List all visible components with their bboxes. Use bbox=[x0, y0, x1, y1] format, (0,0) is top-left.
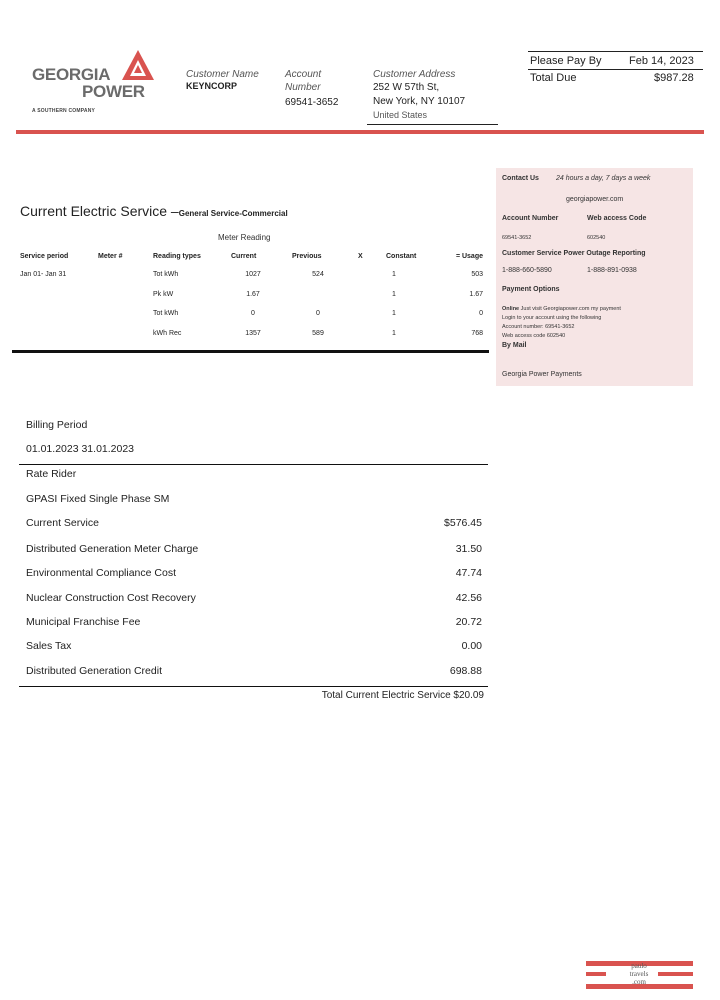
row-0-current: 1027 bbox=[245, 271, 261, 278]
col-current: Current bbox=[231, 253, 257, 260]
contact-us-label: Contact Us bbox=[502, 175, 539, 182]
contact-web-access-label: Web access Code bbox=[587, 215, 647, 222]
stamp-line-2: travels bbox=[629, 970, 649, 978]
rate-rider-label: Rate Rider bbox=[26, 468, 77, 480]
online-text-2: Login to your account using the following bbox=[502, 315, 602, 321]
stamp-text bbox=[614, 962, 664, 986]
customer-name-value: KEYNCORP bbox=[186, 81, 238, 91]
logo-triangle-icon bbox=[120, 48, 156, 84]
pay-by-date: Feb 14, 2023 bbox=[629, 55, 694, 67]
charge-amount-dg-meter: 31.50 bbox=[455, 543, 482, 555]
service-title bbox=[20, 203, 288, 219]
charge-amount-environmental: 47.74 bbox=[455, 567, 482, 579]
row-2-previous: 0 bbox=[316, 310, 320, 317]
row-3-constant: 1 bbox=[392, 330, 396, 337]
row-3-current: 1357 bbox=[245, 330, 261, 337]
logo-line-2: POWER bbox=[82, 82, 145, 101]
row-1-constant: 1 bbox=[392, 291, 396, 298]
mail-to: Georgia Power Payments bbox=[502, 371, 582, 378]
row-0-period: Jan 01- Jan 31 bbox=[20, 271, 67, 278]
charge-amount-current-service: $576.45 bbox=[444, 517, 482, 529]
col-previous: Previous bbox=[292, 253, 322, 260]
company-logo bbox=[30, 52, 160, 122]
service-title-main: Current Electric Service – bbox=[20, 203, 179, 219]
account-label-2: Number bbox=[285, 82, 321, 93]
col-constant: Constant bbox=[386, 253, 417, 260]
billing-period-label: Billing Period bbox=[26, 419, 88, 431]
logo-subline: A SOUTHERN COMPANY bbox=[32, 108, 96, 114]
charge-label-dg-credit: Distributed Generation Credit bbox=[26, 665, 162, 677]
row-3-previous: 589 bbox=[312, 330, 324, 337]
watermark-stamp bbox=[586, 960, 693, 990]
row-0-constant: 1 bbox=[392, 271, 396, 278]
row-3-usage: 768 bbox=[471, 330, 483, 337]
payment-options-label: Payment Options bbox=[502, 286, 560, 293]
row-2-type: Tot kWh bbox=[153, 310, 179, 317]
address-line-3: United States bbox=[373, 110, 428, 120]
stamp-line-1: paulo bbox=[631, 962, 647, 970]
pay-top-rule bbox=[528, 51, 703, 52]
total-due-value: $987.28 bbox=[654, 72, 694, 84]
contact-website[interactable]: georgiapower.com bbox=[566, 196, 624, 203]
online-text-1-body: Just visit Georgiapower.com my payment bbox=[520, 306, 621, 312]
billing-rule-bottom bbox=[19, 686, 488, 687]
charge-label-environmental: Environmental Compliance Cost bbox=[26, 567, 176, 579]
total-current-service: Total Current Electric Service $20.09 bbox=[321, 690, 484, 701]
charge-label-current-service: Current Service bbox=[26, 517, 99, 529]
charge-amount-dg-credit: 698.88 bbox=[449, 665, 482, 677]
col-meter: Meter # bbox=[98, 253, 123, 260]
account-label-1: Account bbox=[285, 69, 322, 80]
charge-label-nuclear: Nuclear Construction Cost Recovery bbox=[26, 592, 196, 604]
billing-period-value: 01.01.2023 31.01.2023 bbox=[26, 443, 135, 455]
charge-label-dg-meter: Distributed Generation Meter Charge bbox=[26, 543, 199, 555]
address-line-2: New York, NY 10107 bbox=[373, 96, 466, 107]
contact-account-number: 69541-3652 bbox=[502, 235, 532, 241]
address-label: Customer Address bbox=[373, 69, 456, 80]
contact-panel bbox=[496, 168, 693, 386]
address-line-1: 252 W 57th St, bbox=[373, 82, 440, 93]
pay-by-label: Please Pay By bbox=[530, 55, 602, 67]
row-2-current: 0 bbox=[251, 310, 255, 317]
row-1-type: Pk kW bbox=[153, 291, 174, 298]
phone-2: 1-888-891-0938 bbox=[587, 267, 637, 274]
col-usage: = Usage bbox=[455, 253, 483, 260]
charge-label-sales-tax: Sales Tax bbox=[26, 640, 72, 652]
meter-table-rule bbox=[12, 350, 489, 353]
row-0-type: Tot kWh bbox=[153, 271, 179, 278]
row-0-usage: 503 bbox=[471, 271, 483, 278]
address-underline bbox=[367, 124, 498, 125]
logo-line-1: GEORGIA bbox=[32, 65, 111, 84]
online-label: Online bbox=[502, 306, 520, 312]
phone-1: 1-888-660-5890 bbox=[502, 267, 552, 274]
row-1-current: 1.67 bbox=[246, 291, 260, 298]
col-service-period: Service period bbox=[20, 253, 69, 260]
by-mail-label: By Mail bbox=[502, 342, 527, 349]
contact-hours: 24 hours a day, 7 days a week bbox=[556, 175, 651, 182]
outage-label: Customer Service Power Outage Reporting bbox=[502, 250, 646, 257]
pay-mid-rule bbox=[528, 69, 703, 70]
contact-web-access-code: 602540 bbox=[587, 235, 606, 241]
row-2-usage: 0 bbox=[479, 310, 483, 317]
contact-account-label: Account Number bbox=[502, 215, 559, 222]
row-3-type: kWh Rec bbox=[153, 330, 182, 337]
charge-label-franchise: Municipal Franchise Fee bbox=[26, 616, 141, 628]
row-0-previous: 524 bbox=[312, 271, 324, 278]
billing-rule-top bbox=[19, 464, 488, 465]
charge-amount-nuclear: 42.56 bbox=[455, 592, 482, 604]
total-due-label: Total Due bbox=[530, 72, 577, 84]
col-reading-types: Reading types bbox=[153, 253, 201, 260]
rate-name: GPASI Fixed Single Phase SM bbox=[26, 493, 170, 505]
charge-amount-sales-tax: 0.00 bbox=[461, 640, 482, 652]
row-1-usage: 1.67 bbox=[469, 291, 483, 298]
online-text-4: Web access code 602540 bbox=[502, 333, 566, 339]
stamp-line-3: .com bbox=[632, 978, 646, 986]
account-number-value: 69541-3652 bbox=[285, 97, 339, 108]
header-divider bbox=[16, 130, 704, 134]
meter-reading-table bbox=[20, 253, 490, 343]
online-text-1 bbox=[502, 306, 621, 312]
online-text-3: Account number: 69541-3652 bbox=[502, 324, 575, 330]
customer-name-label: Customer Name bbox=[186, 69, 259, 80]
meter-reading-label: Meter Reading bbox=[218, 233, 271, 242]
charge-amount-franchise: 20.72 bbox=[455, 616, 482, 628]
row-2-constant: 1 bbox=[392, 310, 396, 317]
service-subtitle: General Service-Commercial bbox=[178, 209, 288, 218]
col-x: X bbox=[358, 253, 363, 260]
